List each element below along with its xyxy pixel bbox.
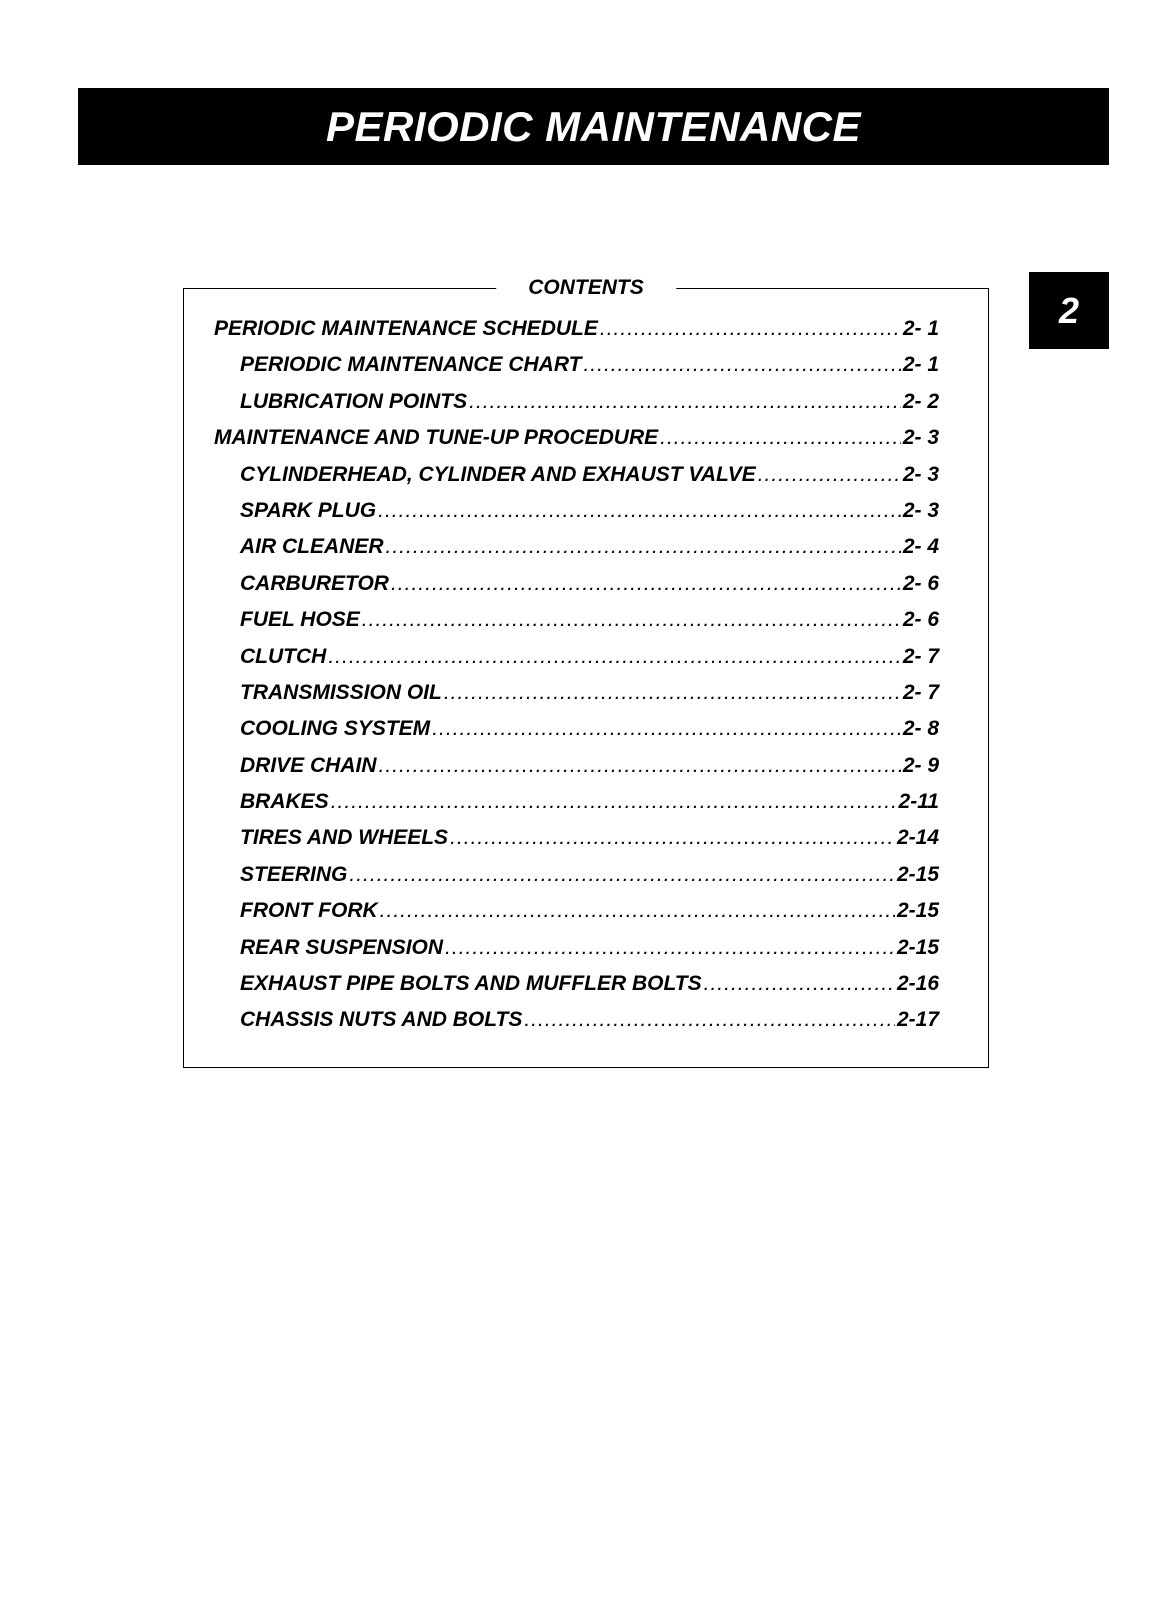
toc-dot-leader	[378, 493, 901, 529]
toc-dot-leader	[432, 711, 901, 747]
toc-entry[interactable]	[214, 493, 939, 529]
toc-entry[interactable]	[214, 675, 939, 711]
toc-dot-leader	[331, 784, 897, 820]
toc-dot-leader	[469, 384, 901, 420]
section-number: 2	[1058, 289, 1080, 331]
contents-heading: CONTENTS	[496, 273, 676, 303]
toc-dot-leader	[444, 675, 901, 711]
toc-dot-leader	[386, 529, 901, 565]
toc-entry-page: 2-16	[896, 972, 939, 996]
toc-entry-page: 2- 3	[902, 426, 939, 450]
toc-entry-page: 2- 9	[902, 753, 939, 777]
toc-dot-leader	[380, 893, 895, 929]
toc-entry-label: AIR CLEANER	[240, 535, 384, 559]
toc-entry[interactable]	[214, 639, 939, 675]
toc-entry-page: 2-15	[896, 935, 939, 959]
toc-dot-leader	[600, 311, 901, 347]
toc-entry[interactable]	[214, 930, 939, 966]
toc-entry-page: 2-11	[898, 790, 939, 814]
toc-entry-label: SPARK PLUG	[240, 498, 377, 522]
toc-entry-page: 2- 7	[902, 644, 939, 668]
toc-entry-page: 2- 1	[902, 353, 939, 377]
section-tab	[1029, 272, 1109, 349]
toc-entry-page: 2- 8	[902, 717, 939, 741]
toc-entry-page: 2-15	[896, 862, 939, 886]
toc-entry[interactable]	[214, 347, 939, 383]
toc-dot-leader	[349, 857, 895, 893]
toc-entry-page: 2- 4	[902, 535, 939, 559]
toc-entry-page: 2- 2	[902, 389, 939, 413]
toc-entry-page: 2- 3	[902, 498, 939, 522]
toc-entry-label: EXHAUST PIPE BOLTS AND MUFFLER BOLTS	[240, 972, 702, 996]
toc-entry-label: COOLING SYSTEM	[240, 717, 431, 741]
toc-entry-page: 2- 7	[902, 680, 939, 704]
toc-entry[interactable]	[214, 857, 939, 893]
page-title: PERIODIC MAINTENANCE	[325, 102, 862, 150]
toc-entry-label: TRANSMISSION OIL	[240, 680, 442, 704]
toc-dot-leader	[328, 639, 900, 675]
toc-entry[interactable]	[214, 602, 939, 638]
toc-dot-leader	[362, 602, 901, 638]
toc-entry[interactable]	[214, 420, 939, 456]
toc-entry-label: TIRES AND WHEELS	[240, 826, 449, 850]
toc-dot-leader	[524, 1002, 895, 1038]
toc-entry-page: 2-15	[896, 899, 939, 923]
toc-entry-label: PERIODIC MAINTENANCE CHART	[240, 353, 582, 377]
toc-entry-label: DRIVE CHAIN	[240, 753, 377, 777]
toc-entry[interactable]	[214, 311, 939, 347]
toc-entry-label: REAR SUSPENSION	[240, 935, 444, 959]
toc-dot-leader	[660, 420, 901, 456]
toc-entry-label: LUBRICATION POINTS	[240, 389, 468, 413]
toc-entry[interactable]	[214, 457, 939, 493]
toc-entry-page: 2-17	[896, 1008, 939, 1032]
toc-entry-label: MAINTENANCE AND TUNE-UP PROCEDURE	[214, 426, 659, 450]
toc-entry[interactable]	[214, 748, 939, 784]
toc-entry-label: FRONT FORK	[240, 899, 378, 923]
table-of-contents	[214, 311, 939, 1039]
toc-entry-label: FUEL HOSE	[240, 608, 360, 632]
toc-dot-leader	[583, 347, 900, 383]
toc-dot-leader	[379, 748, 901, 784]
toc-entry[interactable]	[214, 893, 939, 929]
toc-entry[interactable]	[214, 966, 939, 1002]
toc-entry[interactable]	[214, 384, 939, 420]
toc-entry-page: 2- 6	[902, 571, 939, 595]
toc-dot-leader	[704, 966, 895, 1002]
toc-entry-label: CLUTCH	[240, 644, 327, 668]
toc-dot-leader	[450, 820, 895, 856]
toc-entry[interactable]	[214, 784, 939, 820]
toc-entry[interactable]	[214, 820, 939, 856]
toc-entry-label: STEERING	[240, 862, 348, 886]
toc-entry-label: CHASSIS NUTS AND BOLTS	[240, 1008, 523, 1032]
toc-entry-page: 2- 3	[902, 462, 939, 486]
toc-dot-leader	[758, 457, 901, 493]
toc-entry-label: CYLINDERHEAD, CYLINDER AND EXHAUST VALVE	[240, 462, 756, 486]
toc-entry-label: PERIODIC MAINTENANCE SCHEDULE	[214, 317, 598, 340]
toc-entry-label: BRAKES	[240, 790, 329, 814]
toc-entry[interactable]	[214, 566, 939, 602]
toc-entry-page: 2- 1	[902, 317, 939, 340]
toc-entry-page: 2- 6	[902, 608, 939, 632]
contents-box	[183, 276, 989, 1068]
toc-entry[interactable]	[214, 711, 939, 747]
toc-entry-page: 2-14	[896, 826, 939, 850]
toc-dot-leader	[391, 566, 901, 602]
toc-entry[interactable]	[214, 1002, 939, 1038]
toc-entry-label: CARBURETOR	[240, 571, 389, 595]
page-title-bar	[78, 88, 1109, 165]
toc-entry[interactable]	[214, 529, 939, 565]
toc-dot-leader	[445, 930, 895, 966]
